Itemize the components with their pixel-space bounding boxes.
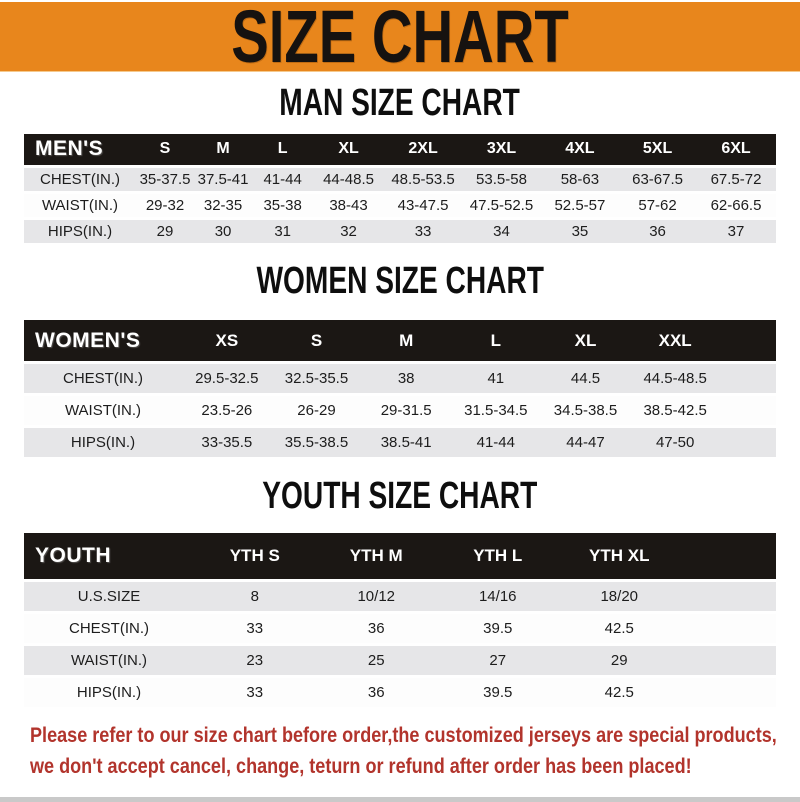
- row-label: WAIST(IN.): [70, 652, 148, 670]
- table-header-row: [24, 320, 776, 361]
- table-cell: 36: [367, 620, 385, 638]
- table-cell: 62-66.5: [710, 196, 762, 214]
- column-header: XL: [574, 330, 597, 350]
- youth-section-heading: [0, 475, 800, 519]
- table-cell: 63-67.5: [632, 170, 683, 188]
- size-chart-banner: [0, 0, 800, 78]
- table-cell: 29.5-32.5: [195, 370, 259, 388]
- table-cell: 29-32: [145, 196, 185, 214]
- table-title-label: YOUTH: [35, 544, 111, 568]
- row-label: CHEST(IN.): [63, 370, 143, 388]
- table-row: [24, 220, 776, 243]
- column-header: 3XL: [486, 140, 517, 158]
- column-header: YTH L: [473, 546, 523, 566]
- table-cell: 33: [414, 222, 432, 240]
- table-cell: 67.5-72: [710, 170, 762, 188]
- table-cell: 35-38: [263, 196, 302, 214]
- table-cell: 32.5-35.5: [284, 370, 349, 388]
- table-cell: 58-63: [560, 170, 600, 188]
- table-cell: 14/16: [478, 588, 517, 606]
- disclaimer: [0, 720, 800, 781]
- table-cell: 41-44: [263, 170, 302, 188]
- table-cell: 42.5: [604, 620, 634, 638]
- table-cell: 35: [571, 222, 589, 240]
- table-title-label: MEN'S: [35, 137, 104, 161]
- table-cell: 36: [649, 222, 666, 240]
- table-row: [24, 428, 776, 457]
- table-cell: 37: [727, 222, 745, 240]
- table-cell: 37.5-41: [197, 170, 249, 188]
- table-cell: 57-62: [638, 196, 677, 214]
- table-cell: 35.5-38.5: [284, 434, 349, 452]
- table-cell: 39.5: [483, 684, 513, 702]
- table-cell: 38.5-42.5: [643, 402, 707, 420]
- table-cell: 23: [246, 652, 264, 670]
- table-cell: 36: [367, 684, 385, 702]
- table-cell: 8: [250, 588, 259, 606]
- column-header: XS: [215, 330, 239, 350]
- row-label: CHEST(IN.): [69, 620, 149, 638]
- table-row: [24, 194, 776, 217]
- table-cell: 33: [246, 684, 264, 702]
- table-cell: 48.5-53.5: [391, 170, 455, 188]
- column-header: M: [399, 330, 414, 350]
- table-cell: 32: [340, 222, 357, 240]
- row-label: HIPS(IN.): [70, 434, 136, 452]
- table-cell: 29: [156, 222, 174, 240]
- youth-section-heading-text: YOUTH SIZE CHART: [262, 475, 538, 518]
- table-cell: 44.5: [570, 370, 601, 388]
- youth-size-table: [24, 533, 776, 707]
- column-header: 2XL: [408, 140, 438, 158]
- column-header: L: [277, 140, 288, 158]
- women-section-heading: [0, 260, 800, 304]
- column-header: L: [490, 330, 502, 350]
- table-cell: 34: [493, 222, 510, 240]
- table-cell: 32-35: [203, 196, 243, 214]
- table-cell: 30: [214, 222, 232, 240]
- table-cell: 10/12: [357, 588, 396, 606]
- table-cell: 26-29: [297, 402, 336, 420]
- table-cell: 43-47.5: [397, 196, 449, 214]
- row-label: HIPS(IN.): [47, 222, 113, 240]
- table-cell: 52.5-57: [554, 196, 606, 214]
- table-cell: 29-31.5: [380, 402, 432, 420]
- women-size-table: [24, 320, 776, 457]
- table-cell: 47.5-52.5: [469, 196, 534, 214]
- column-header: S: [310, 330, 323, 350]
- table-header-row: [24, 533, 776, 579]
- table-cell: 38.5-41: [380, 434, 432, 452]
- table-title-label: WOMEN'S: [35, 328, 141, 352]
- column-header: M: [216, 140, 230, 158]
- table-row: [24, 396, 776, 425]
- table-cell: 35-37.5: [139, 170, 191, 188]
- table-cell: 38-43: [329, 196, 368, 214]
- table-cell: 44-47: [566, 434, 605, 452]
- column-header: YTH S: [229, 546, 280, 566]
- table-cell: 41: [487, 370, 505, 388]
- men-size-table: [24, 134, 776, 243]
- table-row: [24, 646, 776, 675]
- table-cell: 23.5-26: [201, 402, 253, 420]
- column-header: XXL: [658, 330, 692, 350]
- table-cell: 27: [489, 652, 507, 670]
- men-section-heading: [0, 82, 800, 126]
- table-row: [24, 582, 776, 611]
- row-label: U.S.SIZE: [77, 588, 141, 606]
- table-cell: 33-35.5: [201, 434, 253, 452]
- column-header: YTH XL: [589, 546, 650, 566]
- men-section-heading-text: MAN SIZE CHART: [279, 82, 521, 124]
- row-label: CHEST(IN.): [40, 170, 120, 188]
- table-cell: 44.5-48.5: [643, 370, 707, 388]
- table-cell: 41-44: [476, 434, 515, 452]
- disclaimer-line-1: Please refer to our size chart before order,the customized jerseys are special products,: [30, 723, 777, 748]
- table-cell: 25: [367, 652, 385, 670]
- column-header: 5XL: [642, 140, 673, 158]
- column-header: 6XL: [721, 140, 751, 158]
- table-cell: 53.5-58: [476, 170, 527, 188]
- row-label: WAIST(IN.): [64, 402, 142, 420]
- column-header: S: [159, 140, 171, 158]
- row-label: WAIST(IN.): [41, 196, 119, 214]
- disclaimer-line-2: we don't accept cancel, change, teturn or refund after order has been placed!: [30, 753, 692, 778]
- table-row: [24, 168, 776, 191]
- table-row: [24, 678, 776, 707]
- table-cell: 18/20: [600, 588, 639, 606]
- table-cell: 47-50: [655, 434, 695, 452]
- table-cell: 29: [610, 652, 628, 670]
- row-label: HIPS(IN.): [76, 684, 142, 702]
- women-section-heading-text: WOMEN SIZE CHART: [256, 259, 544, 302]
- table-cell: 34.5-38.5: [553, 402, 618, 420]
- table-cell: 39.5: [483, 620, 513, 638]
- table-cell: 42.5: [604, 684, 634, 702]
- column-header: XL: [338, 140, 359, 158]
- column-header: 4XL: [565, 140, 595, 158]
- table-cell: 38: [397, 370, 415, 388]
- table-cell: 33: [246, 620, 264, 638]
- table-header-row: [24, 134, 776, 165]
- table-cell: 31.5-34.5: [464, 402, 528, 420]
- table-row: [24, 364, 776, 393]
- banner-title: SIZE CHART: [231, 0, 569, 78]
- column-header: YTH M: [349, 546, 403, 566]
- table-cell: 44-48.5: [323, 170, 374, 188]
- table-row: [24, 614, 776, 643]
- table-cell: 31: [274, 222, 291, 240]
